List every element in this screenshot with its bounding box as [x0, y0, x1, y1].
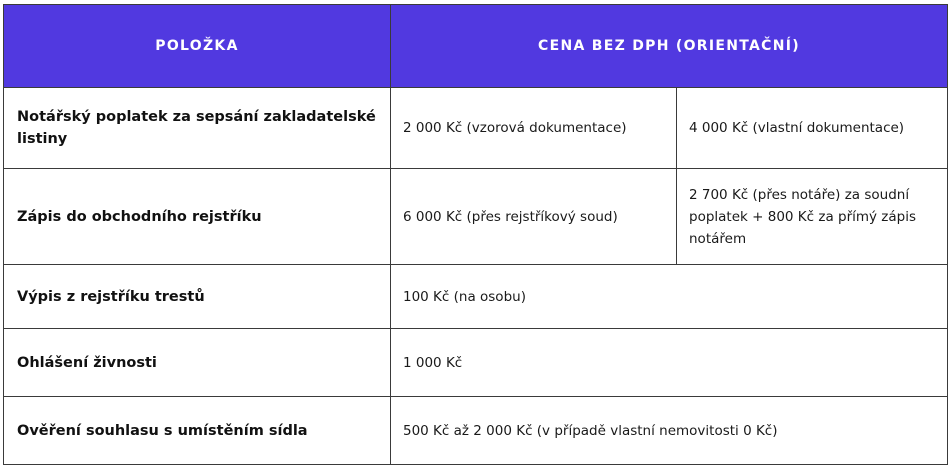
price-table-container — [3, 4, 947, 465]
header-item: POLOŽKA — [4, 5, 391, 88]
row-label: Ohlášení živnosti — [4, 329, 391, 397]
price-cell: 100 Kč (na osobu) — [391, 265, 948, 329]
table-row — [4, 169, 948, 265]
price-table — [3, 4, 948, 465]
header-price: CENA BEZ DPH (ORIENTAČNÍ) — [391, 5, 948, 88]
table-row — [4, 265, 948, 329]
table-row — [4, 397, 948, 465]
row-label: Výpis z rejstříku trestů — [4, 265, 391, 329]
price-cell: 2 000 Kč (vzorová dokumentace) — [391, 88, 677, 169]
price-cell-alt: 2 700 Kč (přes notáře) za soudní poplatek + 800 Kč za přímý zápis notářem — [677, 169, 948, 265]
row-label: Zápis do obchodního rejstříku — [4, 169, 391, 265]
row-label: Notářský poplatek za sepsání zakladatelské listiny — [4, 88, 391, 169]
table-header-row — [4, 5, 948, 88]
row-label: Ověření souhlasu s umístěním sídla — [4, 397, 391, 465]
table-row — [4, 88, 948, 169]
price-cell-alt: 4 000 Kč (vlastní dokumentace) — [677, 88, 948, 169]
table-row — [4, 329, 948, 397]
price-cell: 6 000 Kč (přes rejstříkový soud) — [391, 169, 677, 265]
price-cell: 1 000 Kč — [391, 329, 948, 397]
price-cell: 500 Kč až 2 000 Kč (v případě vlastní nemovitosti 0 Kč) — [391, 397, 948, 465]
